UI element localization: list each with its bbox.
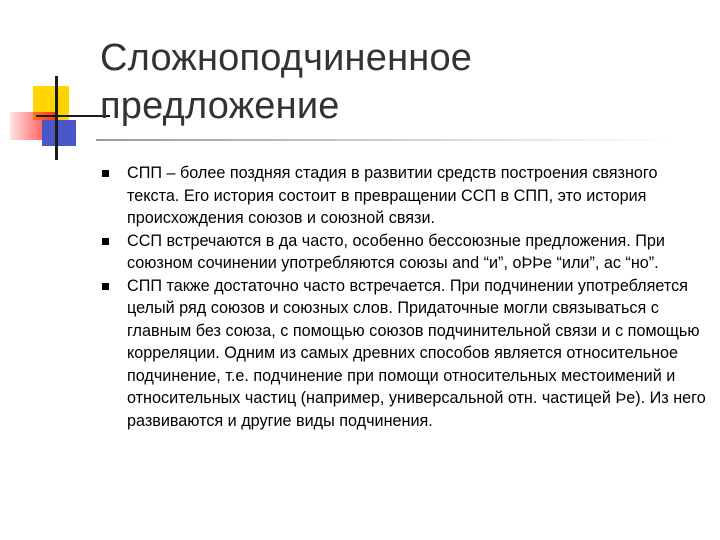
square-bullet-icon [102,238,109,245]
bullet-item [0,162,720,230]
bullet-text: ССП встречаются в да часто, особенно бессоюзные предложения. При союзном сочинении употребляются союзы and “и”, oÞÞe “или”, ac “но”. [127,231,665,272]
square-bullet-icon [102,170,109,177]
bullet-item [0,275,720,433]
slide-title [100,34,680,130]
bullet-text: СПП также достаточно часто встречается. При подчинении употребляется целый ряд союзов и союзных слов. Придаточные могли связываться с главным без союза, с помощью союзов подчинительной связи и с помощью корреляции. Одним из самых древних способов является относительное подчинение, т.е. подчинение при помощи относительных местоимений и относительных частиц (например, универсальной отн. частицей Þe). Из него развиваются и другие виды подчинения. [127,276,706,430]
slide-title-line-1: Сложноподчиненное [100,37,473,79]
bullet-text: СПП – более поздняя стадия в развитии средств построения связного текста. Его история состоит в превращении ССП в СПП, это история происхождения союзов и союзной связи. [127,164,658,227]
bullet-item [0,230,720,275]
decorative-blue-square [42,120,76,146]
slide-title-line-2: предложение [100,85,340,127]
decorative-vertical-line [55,76,58,160]
decorative-corner-graphic [0,0,110,170]
square-bullet-icon [102,283,109,290]
bullet-list [0,162,720,432]
decorative-horizontal-line [36,115,110,117]
title-underline-rule [96,139,676,141]
